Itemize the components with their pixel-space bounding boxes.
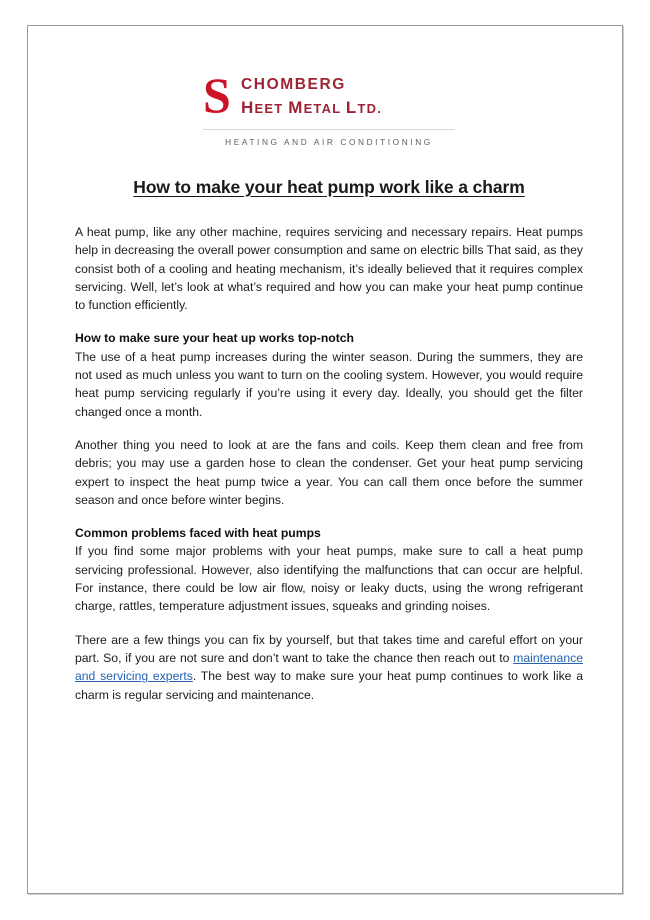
logo-lockup bbox=[203, 67, 455, 147]
logo-eet: EET bbox=[254, 101, 289, 116]
article-body bbox=[75, 223, 583, 704]
section-heading-maintenance: How to make sure your heat up works top-notch bbox=[75, 331, 354, 346]
company-logo bbox=[75, 67, 583, 147]
logo-td: TD. bbox=[357, 101, 383, 116]
document-content bbox=[75, 26, 583, 704]
closing-text-after-link: . The best way to make sure your heat pump continues to work like a charm is regular servicing and maintenance. bbox=[75, 669, 583, 702]
logo-h: H bbox=[241, 98, 255, 117]
section-heading-common-problems: Common problems faced with heat pumps bbox=[75, 526, 321, 541]
paragraph-fans-and-coils: Another thing you need to look at are the fans and coils. Keep them clean and free from debris; you may use a garden hose to clean the condenser. Get your heat pump servicing expert to inspect the heat pump twice a year. You can call them once before the summer season and once before winter begins. bbox=[75, 437, 583, 507]
logo-divider-rule bbox=[203, 129, 455, 130]
paragraph-maintenance: The use of a heat pump increases during the winter season. During the summers, they are not used as much unless you want to turn on the cooling system. However, you would require heat pump servicing regularly if you’re using it every day. Ideally, you should get the filter changed once a month. bbox=[75, 349, 583, 419]
document-sheet bbox=[27, 25, 623, 894]
logo-line-chomberg: CHOMBERG bbox=[241, 76, 346, 93]
logo-tagline: HEATING AND AIR CONDITIONING bbox=[225, 137, 433, 147]
logo-wordmark bbox=[203, 67, 455, 127]
logo-line-sheet-metal-ltd bbox=[241, 98, 382, 118]
logo-etal: ETAL bbox=[303, 101, 346, 116]
page-title: How to make your heat pump work like a charm bbox=[133, 177, 525, 197]
paragraph-intro: A heat pump, like any other machine, requires servicing and necessary repairs. Heat pumps help in decreasing the overall power consumption and same on electric bills That said, as they consist both of a cooling and heating mechanism, it’s ideally believed that it requires complex servicing. Well, let’s look at what’s required and how you can make your heat pump continue to function efficiently. bbox=[75, 225, 583, 313]
logo-l: L bbox=[345, 98, 358, 117]
closing-text-before-link: There are a few things you can fix by yourself, but that takes time and careful effort on your part. So, if you are not sure and don’t want to take the chance then reach out to bbox=[75, 632, 583, 665]
paragraph-closing bbox=[75, 631, 583, 704]
logo-drop-cap-s: S bbox=[203, 67, 230, 123]
logo-m: M bbox=[288, 98, 304, 117]
maintenance-experts-link[interactable]: maintenance and servicing experts bbox=[75, 650, 583, 684]
paragraph-common-problems: If you find some major problems with your heat pumps, make sure to call a heat pump servicing professional. However, also identifying the malfunctions that can occur are helpful. For instance, there could be low air flow, noisy or leaky ducts, using the wrong refrigerant charge, rattles, temperature adjustment issues, squeaks and grinding noises. bbox=[75, 544, 583, 614]
